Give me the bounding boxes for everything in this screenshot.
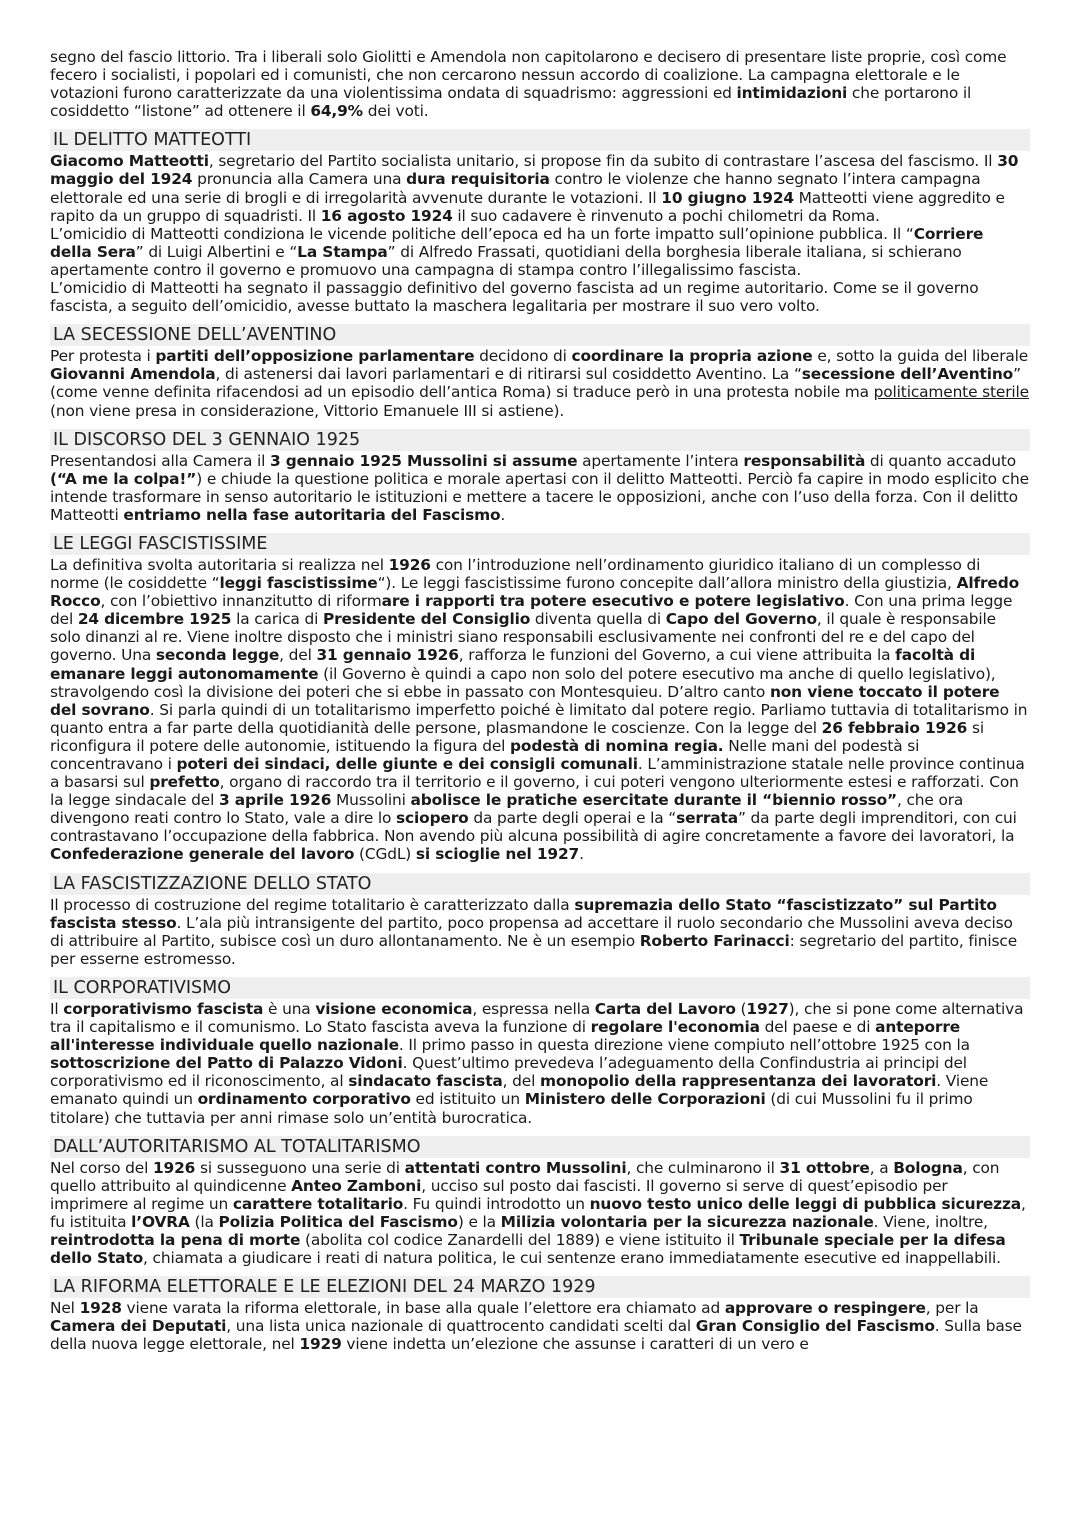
text-run: ” di Luigi Albertini e “ [135,242,298,261]
section-heading: LA RIFORMA ELETTORALE E LE ELEZIONI DEL 24 MARZO 1929 [50,1276,1030,1298]
bold-text: regolare l'economia [590,1018,760,1037]
bold-text: supremazia dello Stato “fascistizzato” sul Partito fascista stesso [50,895,997,932]
text-run: e, sotto la guida del liberale [812,347,1029,366]
paragraph [50,152,1030,224]
text-run: , che culminarono il [626,1158,780,1177]
text-run: da parte degli operai e la “ [468,809,677,828]
bold-text: Anteo Zamboni [291,1176,422,1195]
paragraph [50,452,1030,524]
paragraph [50,556,1030,864]
section-heading: IL DELITTO MATTEOTTI [50,129,1030,151]
text-run: , con l’obiettivo innanzitutto di riform [100,592,382,611]
bold-text: Milizia volontaria per la sicurezza nazionale [500,1212,874,1231]
text-run: La definitiva svolta autoritaria si realizza nel [50,555,389,574]
text-run: , del [502,1072,540,1091]
text-run: . Quest’ultimo prevedeva l’adeguamento della Confindustria ai principi del corporativismo ed il riconoscimento, al [50,1054,967,1091]
text-run: , per la [925,1299,979,1318]
bold-text: (“A me la colpa!” [50,469,197,488]
bold-text: partiti dell’opposizione parlamentare [155,347,475,366]
text-run: . [500,505,506,524]
bold-text: poteri dei sindaci, delle giunte e dei consigli comunali [176,755,638,773]
text-run: (non viene presa in considerazione, Vittorio Emanuele III si astiene). [50,401,565,420]
text-run: Il processo di costruzione del regime totalitario è caratterizzato dalla [50,895,575,914]
paragraph [50,1159,1030,1268]
text-run: Mussolini [331,791,411,810]
text-run: dei voti. [362,102,429,121]
paragraph [50,225,1030,279]
bold-text: Capo del Governo [665,610,817,629]
bold-text: 24 dicembre 1925 [77,610,232,629]
text-run: apertamente l’intera [577,451,744,470]
text-run: , di astenersi dai lavori parlamentari e di ritirarsi sul cosiddetto Aventino. La “ [215,365,802,384]
bold-text: 1929 [299,1335,342,1354]
bold-text: nuovo testo unico delle leggi di pubblica sicurezza [589,1194,1022,1213]
bold-text: non viene toccato il potere del sovrano [50,682,1000,719]
text-run: , con quello attribuito al quindicenne [50,1158,1000,1195]
bold-text: reintrodotta la pena di morte [50,1230,301,1249]
bold-text: 1926 [153,1158,196,1177]
text-run: . Con una prima legge del [50,592,1013,629]
text-run: Nel corso del [50,1158,153,1177]
text-run: Matteotti viene aggredito e rapito da un gruppo di squadristi. Il [50,188,1005,225]
text-run: che portarono il cosiddetto “listone” ad ottenere il [50,84,972,121]
text-run: ” da parte degli imprenditori, con cui contrastavano l’occupazione della fabbrica. Non avendo più alcuna possibilità di agire concretamente a favore dei lavoratori, la [50,809,1017,846]
bold-text: 64,9% [310,102,363,121]
bold-text: corporativismo fascista [63,999,264,1018]
bold-text: La Stampa [297,242,388,261]
text-run: . L’amministrazione statale nelle province continua a basarsi sul [50,755,1025,792]
text-run: , una lista unica nazionale di quattrocento candidati scelti dal [226,1317,696,1336]
bold-text: 30 maggio del 1924 [50,152,1019,189]
text-run: (il Governo è quindi a capo non solo del potere esecutivo ma anche di quello legislativo), stravolgendo così la divisione dei poteri che si ebbe in passato con Montesquieu. D’altro canto [50,664,996,701]
text-run: , fu istituita [50,1194,1026,1231]
text-run: , organo di raccordo tra il territorio e il governo, i cui poteri vengono ulteriormente estesi e rafforzati. Con la legge sindacale del [50,773,1019,810]
text-run: ), che si pone come alternativa tra il capitalismo e il comunismo. Lo Stato fascista aveva la funzione di [50,999,1024,1037]
text-run: ) e la [457,1212,501,1231]
text-run: . Viene, inoltre, [873,1212,988,1231]
text-run: contro le violenze che hanno segnato l’intera campagna elettorale ed una serie di brogli e di irregolarità avvenute durante le votazioni. Il [50,170,981,207]
text-run: Nelle mani del podestà si concentravano i [50,736,920,773]
paragraph [50,1299,1030,1353]
bold-text: 1928 [79,1299,122,1318]
section-heading: LA FASCISTIZZAZIONE DELLO STATO [50,873,1030,895]
bold-text: 16 agosto 1924 [320,206,453,225]
text-run: Per protesta i [50,347,156,366]
text-run: si riconfigura il potere delle autonomie, istituendo la figura del [50,718,984,755]
bold-text: approvare o respingere [724,1299,926,1318]
text-run: viene varata la riforma elettorale, in base alla quale l’elettore era chiamato ad [121,1299,725,1318]
section-heading: LA SECESSIONE DELL’AVENTINO [50,324,1030,346]
underlined-text: politicamente sterile [873,383,1029,402]
bold-text: ordinamento corporativo [197,1090,411,1109]
bold-text: 1927 [746,999,789,1018]
bold-text: 31 gennaio 1926 [316,646,459,665]
bold-text: seconda legge [155,646,280,665]
text-run: . Fu quindi introdotto un [403,1194,590,1213]
text-run: Presentandosi alla Camera il [50,451,270,470]
section-heading: IL CORPORATIVISMO [50,977,1030,999]
bold-text: dura requisitoria [406,170,550,189]
bold-text: Giacomo Matteotti [50,152,209,171]
text-run: . Si parla quindi di un totalitarismo imperfetto poiché è limitato dal potere regio. Parliamo tuttavia di totalitarismo in quanto entra a far parte della quotidianità delle persone, plasmandone le coscienze. Con la legge del [50,700,1028,737]
bold-text: sottoscrizione del Patto di Palazzo Vidoni [50,1054,403,1073]
text-run: L’omicidio di Matteotti condiziona le vicende politiche dell’epoca ed ha un forte impatto sull’opinione pubblica. Il “ [50,224,914,243]
bold-text: abolisce le pratiche esercitate durante il “biennio rosso” [410,791,898,810]
text-run: . L’ala più intransigente del partito, poco propensa ad accettare il ruolo secondario che Mussolini aveva deciso di attribuire al Partito, subisce così un duro allontanamento. Ne è un esempio [50,913,1013,950]
bold-text: Ministero delle Corporazioni [524,1090,766,1109]
text-run: “). Le leggi fascistissime furono concepite dall’allora ministro della giustizia, [377,574,957,593]
bold-text: Tribunale speciale per la difesa dello Stato [50,1230,1006,1268]
bold-text: are i rapporti tra potere esecutivo e potere legislativo [381,592,845,611]
text-run: ” (come venne definita rifacendosi ad un episodio dell’antica Roma) si traduce però in una protesta nobile ma [50,365,1021,402]
text-run: Nel [50,1299,80,1318]
text-run: . [579,845,584,864]
text-run: del paese e di [759,1018,876,1037]
text-run: ( [735,999,747,1018]
bold-text: Confederazione generale del lavoro [50,845,355,864]
bold-text: Presidente del Consiglio [322,610,531,629]
bold-text: Bologna [893,1158,963,1177]
bold-text: coordinare la propria azione [571,347,813,366]
text-run: (CGdL) [354,845,416,864]
section-heading: LE LEGGI FASCISTISSIME [50,533,1030,555]
text-run: Il [50,999,64,1018]
bold-text: responsabilità [743,451,866,470]
paragraph [50,347,1030,419]
bold-text: si scioglie nel 1927 [415,845,580,864]
paragraph [50,1000,1030,1127]
text-run: con l’introduzione nell’ordinamento giuridico italiano di un complesso di norme (le cosiddette “ [50,555,981,593]
text-run: segno del fascio littorio. Tra i liberali solo Giolitti e Amendola non capitolarono e decisero di presentare liste proprie, così come fecero i socialisti, i popolari ed i comunisti, che non cercarono nessun accordo di coalizione. La campagna elettorale e le votazioni furono caratterizzate da una violentissima ondata di squadrismo: aggressioni ed [50,48,1007,103]
text-run: ” di Alfredo Frassati, quotidiani della borghesia liberale italiana, si schierano apertamente contro il governo e promuovo una campagna di stampa contro l’illegalissimo fascista. [50,242,962,279]
text-run: (la [189,1212,219,1231]
text-run: , rafforza le funzioni del Governo, a cui viene attribuita la [458,646,896,665]
text-run: . Il primo passo in questa direzione viene compiuto nell’ottobre 1925 con la [398,1036,970,1055]
text-run: , a [869,1158,894,1177]
text-run: viene indetta un’elezione che assunse i caratteri di un vero e [341,1335,809,1354]
text-run: L’omicidio di Matteotti ha segnato il passaggio definitivo del governo fascista ad un regime autoritario. Come se il governo fascista, a seguito dell’omicidio, avesse buttato la maschera legalitaria per mostrare il suo vero volto. [50,279,979,316]
bold-text: entriamo nella fase autoritaria del Fascismo [123,505,501,524]
bold-text: l’OVRA [131,1212,190,1231]
text-run: , espressa nella [472,999,595,1018]
text-run: decidono di [474,347,572,366]
bold-text: Gran Consiglio del Fascismo [695,1317,935,1336]
bold-text: facoltà di emanare leggi autonomamente [50,646,976,683]
bold-text: 10 giugno 1924 [661,188,794,207]
text-run: , chiamata a giudicare i reati di natura politica, le cui sentenze erano immediatamente esecutive ed inappellabili. [143,1249,1001,1268]
text-run: . Viene emanato quindi un [50,1072,989,1109]
bold-text: carattere totalitario [232,1194,404,1213]
text-run: (abolita col codice Zanardelli del 1889) e viene istituito il [300,1230,740,1249]
text-run: si susseguono una serie di [195,1158,405,1177]
text-run: pronuncia alla Camera una [192,170,407,189]
text-run: diventa quella di [530,610,666,629]
bold-text: Alfredo Rocco [50,574,1020,611]
bold-text: Corriere della Sera [50,224,984,261]
text-run: (di cui Mussolini fu il primo titolare) che tuttavia per anni rimase solo un’entità burocratica. [50,1090,973,1127]
text-run: il suo cadavere è rinvenuto a pochi chilometri da Roma. [452,206,880,225]
bold-text: Camera dei Deputati [50,1317,227,1336]
bold-text: sciopero [396,809,469,828]
text-run: : segretario del partito, finisce per esserne estromesso. [50,931,1018,968]
paragraph [50,279,1030,315]
bold-text: anteporre all'interesse individuale quello nazionale [50,1018,961,1055]
text-run: , il quale è responsabile solo dinanzi al re. Viene inoltre disposto che i ministri siano responsabili esclusivamente nei confronti del re e del capo del governo. Una [50,610,996,665]
section-heading: IL DISCORSO DEL 3 GENNAIO 1925 [50,429,1030,451]
section-heading: DALL’AUTORITARISMO AL TOTALITARISMO [50,1136,1030,1158]
text-run: è una [263,999,316,1018]
bold-text: prefetto [149,773,220,792]
bold-text: serrata [676,809,738,828]
text-run: , segretario del Partito socialista unitario, si propose fin da subito di contrastare l’ascesa del fascismo. Il [208,152,998,171]
bold-text: podestà di nomina regia. [510,736,724,755]
text-run: ) e chiude la questione politica e morale apertasi con il delitto Matteotti. Perciò fa capire in modo esplicito che intende trasformare in senso autoritario le istituzioni e mettere a tacere le opposizioni, anche con l’uso della forza. Con il delitto Matteotti [50,469,1029,524]
bold-text: secessione dell’Aventino [801,365,1014,384]
bold-text: intimidazioni [736,84,848,103]
text-run: , ucciso sul posto dai fascisti. Il governo si serve di quest’episodio per imprimere al regime un [50,1176,948,1213]
text-run: . Sulla base della nuova legge elettorale, nel [50,1317,1022,1354]
text-run: la carica di [231,610,323,629]
text-run: , del [279,646,317,665]
bold-text: leggi fascistissime [219,574,378,593]
bold-text: Carta del Lavoro [594,999,736,1018]
text-run: ed istituito un [410,1090,525,1109]
bold-text: 1926 [388,555,431,574]
bold-text: Giovanni Amendola [50,365,216,384]
paragraph [50,896,1030,968]
bold-text: attentati contro Mussolini [404,1158,627,1177]
text-run: di quanto accaduto [865,451,1016,470]
bold-text: Polizia Politica del Fascismo [218,1212,458,1231]
bold-text: 31 ottobre [779,1158,870,1177]
bold-text: visione economica [315,999,473,1018]
paragraph [50,48,1030,120]
bold-text: 3 gennaio 1925 Mussolini si assume [270,451,578,470]
bold-text: 26 febbraio 1926 [821,718,968,737]
bold-text: Roberto Farinacci [639,931,790,950]
bold-text: sindacato fascista [348,1072,503,1091]
bold-text: monopolio della rappresentanza dei lavoratori [539,1072,937,1091]
text-run: , che ora divengono reati contro lo Stato, vale a dire lo [50,791,964,828]
bold-text: 3 aprile 1926 [218,791,332,810]
